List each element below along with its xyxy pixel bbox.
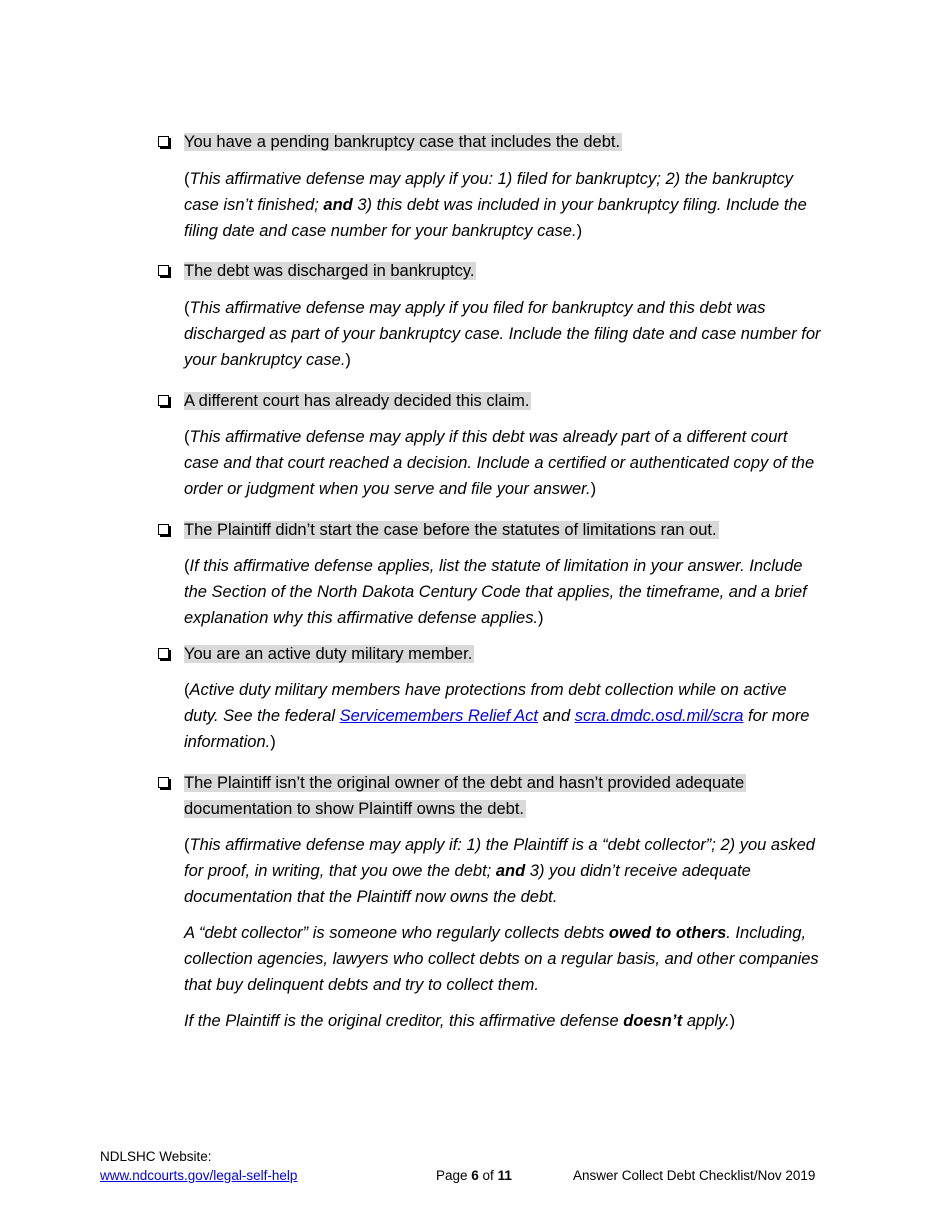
item-label: The Plaintiff didn’t start the case before the statutes of limitations ran out.: [184, 521, 717, 539]
item-note: (Active duty military members have protections from debt collection while on active duty. See the federal Servicemembers Relief Act and scra.dmdc.osd.mil/scra for more information.): [184, 681, 810, 752]
item-note: (This affirmative defense may apply if you: 1) filed for bankruptcy; 2) the bankruptcy case isn’t finished; and 3) this debt was included in your bankruptcy filing. Include the filing date and case number for your bankruptcy case.): [184, 170, 807, 241]
checkbox-icon[interactable]: [158, 395, 169, 406]
item-note: (This affirmative defense may apply if this debt was already part of a different court case and that court reached a decision. Include a certified or authenticated copy of the order or judgment when you serve and file your answer.): [184, 428, 815, 499]
debt-collector-definition: A “debt collector” is someone who regularly collects debts owed to others. Including, collection agencies, lawyers who collect debts on a regular basis, and other companies that buy delinquent debts and try to collect them.: [184, 924, 819, 995]
footer-doc-title: Answer Collect Debt Checklist/Nov 2019: [573, 1168, 816, 1183]
footer-site-label: NDLSHC Website:: [100, 1149, 212, 1164]
item-label: The debt was discharged in bankruptcy.: [184, 262, 475, 280]
item-label: documentation to show Plaintiff owns the debt.: [184, 800, 524, 818]
footer-site-link[interactable]: www.ndcourts.gov/legal-self-help: [100, 1168, 298, 1183]
original-creditor-note: If the Plaintiff is the original creditor, this affirmative defense doesn’t apply.): [184, 1012, 736, 1030]
item-label: You are an active duty military member.: [184, 645, 473, 663]
item-note: (This affirmative defense may apply if you filed for bankruptcy and this debt was discharged as part of your bankruptcy case. Include the filing date and case number for your bankruptcy case.): [184, 299, 821, 370]
servicemembers-relief-act-link[interactable]: Servicemembers Relief Act: [339, 707, 539, 726]
footer-website: [100, 1147, 297, 1185]
checkbox-icon[interactable]: [158, 265, 169, 276]
checkbox-icon[interactable]: [158, 524, 169, 535]
item-note: (This affirmative defense may apply if: 1) the Plaintiff is a “debt collector”; 2) you asked for proof, in writing, that you owe the debt; and 3) you didn’t receive adequate documentation that the Plaintiff now owns the debt.: [184, 836, 815, 907]
scra-link[interactable]: scra.dmdc.osd.mil/scra: [574, 707, 744, 726]
item-note: (If this affirmative defense applies, list the statute of limitation in your answer. Include the Section of the North Dakota Century Code that applies, the timeframe, and a brief explanation why this affirmative defense applies.): [184, 557, 807, 628]
item-label: The Plaintiff isn’t the original owner of the debt and hasn’t provided adequate: [184, 774, 745, 792]
item-label: A different court has already decided this claim.: [184, 392, 530, 410]
page-number: Page 6 of 11: [436, 1168, 512, 1183]
item-label: You have a pending bankruptcy case that includes the debt.: [184, 133, 621, 151]
checkbox-icon[interactable]: [158, 777, 169, 788]
checkbox-icon[interactable]: [158, 136, 169, 147]
checkbox-icon[interactable]: [158, 648, 169, 659]
